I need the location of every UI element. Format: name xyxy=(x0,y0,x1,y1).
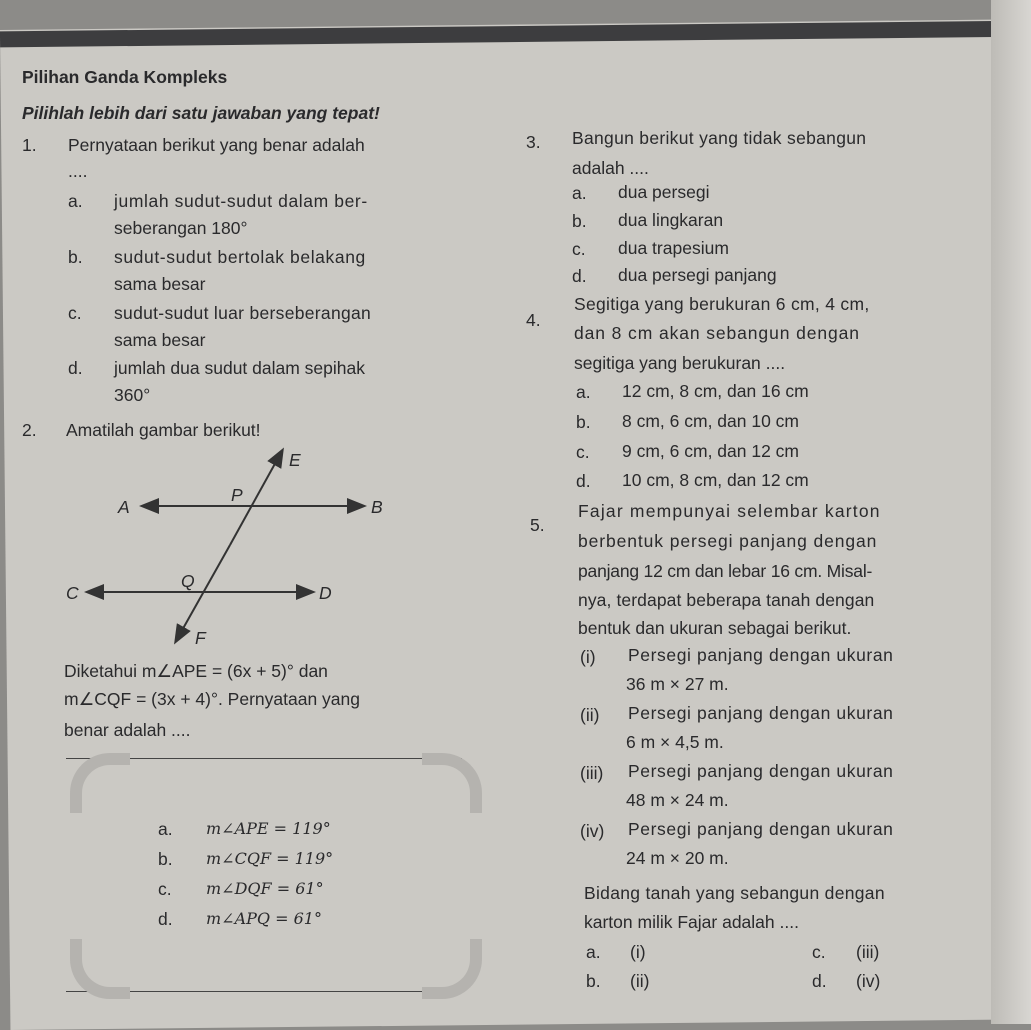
q5-item-ii-label: (ii) xyxy=(580,705,600,725)
q2-number: 2. xyxy=(22,420,37,440)
q5-stem-line: bentuk dan ukuran sebagai berikut. xyxy=(578,618,852,638)
q4-option-c[interactable]: 9 cm, 6 cm, dan 12 cm xyxy=(622,441,800,461)
q1-option-b-cont: sama besar xyxy=(114,274,206,294)
q5-option-b-letter: b. xyxy=(586,971,601,991)
q5-item-i-size: 36 m × 27 m. xyxy=(626,674,729,694)
label-p: P xyxy=(231,485,243,505)
q1-option-d[interactable]: jumlah dua sudut dalam sepihak xyxy=(114,358,365,378)
q5-option-a-letter: a. xyxy=(586,942,601,962)
q2-option-d[interactable]: m∠APQ = 61° xyxy=(206,909,322,928)
q3-option-c-letter: c. xyxy=(572,239,586,259)
q1-option-c-letter: c. xyxy=(68,303,82,323)
q1-option-d-cont: 360° xyxy=(114,385,151,405)
q1-option-a-cont: seberangan 180° xyxy=(114,218,248,238)
q3-option-c[interactable]: dua trapesium xyxy=(618,238,729,258)
q1-number: 1. xyxy=(22,135,37,155)
q1-stem-cont: .... xyxy=(68,161,88,181)
q1-option-d-letter: d. xyxy=(68,358,83,378)
q5-item-iv-size: 24 m × 20 m. xyxy=(626,848,729,868)
label-f: F xyxy=(195,628,206,648)
q4-option-b[interactable]: 8 cm, 6 cm, dan 10 cm xyxy=(622,411,800,431)
instruction: Pilihlah lebih dari satu jawaban yang tepat! xyxy=(22,103,380,123)
q1-option-a[interactable]: jumlah sudut-sudut dalam ber- xyxy=(114,191,368,211)
q4-option-a[interactable]: 12 cm, 8 cm, dan 16 cm xyxy=(622,381,809,401)
q5-item-i: Persegi panjang dengan ukuran xyxy=(628,645,894,665)
q5-item-iii-size: 48 m × 24 m. xyxy=(626,790,729,810)
q2-option-b[interactable]: m∠CQF = 119° xyxy=(206,849,334,868)
photo-corner-tl xyxy=(70,753,130,813)
q4-stem-cont-2: segitiga yang berukuran .... xyxy=(574,353,786,373)
q1-stem: Pernyataan berikut yang benar adalah xyxy=(68,135,365,155)
q2-given-1: Diketahui m∠APE = (6x + 5)° dan xyxy=(64,661,328,681)
photo-corner-bl xyxy=(70,939,130,999)
label-b: B xyxy=(371,497,383,517)
q2-options-box xyxy=(66,758,462,992)
q2-option-c-letter: c. xyxy=(158,879,172,899)
label-d: D xyxy=(319,583,332,603)
q2-stem: Amatilah gambar berikut! xyxy=(66,420,261,440)
q5-stem-line: berbentuk persegi panjang dengan xyxy=(578,531,878,551)
q2-given-3: benar adalah .... xyxy=(64,720,191,740)
label-c: C xyxy=(66,583,79,603)
q3-option-b-letter: b. xyxy=(572,211,587,231)
q3-number: 3. xyxy=(526,132,541,152)
q5-option-c-letter: c. xyxy=(812,942,826,962)
label-e: E xyxy=(289,450,301,470)
q5-number: 5. xyxy=(530,515,545,535)
q3-option-b[interactable]: dua lingkaran xyxy=(618,210,724,230)
q5-stem-line: nya, terdapat beberapa tanah dengan xyxy=(578,590,875,610)
q4-number: 4. xyxy=(526,310,541,330)
q5-item-i-label: (i) xyxy=(580,647,596,667)
q5-option-a[interactable]: (i) xyxy=(630,942,646,962)
q5-item-iii: Persegi panjang dengan ukuran xyxy=(628,761,894,781)
q5-stem-line: panjang 12 cm dan lebar 16 cm. Misal- xyxy=(578,561,873,581)
q5-option-b[interactable]: (ii) xyxy=(630,971,650,991)
q2-given-2: m∠CQF = (3x + 4)°. Pernyataan yang xyxy=(64,689,361,709)
q3-stem: Bangun berikut yang tidak sebangun xyxy=(572,128,867,148)
q5-stem-line: Fajar mempunyai selembar karton xyxy=(578,501,881,521)
q4-stem: Segitiga yang berukuran 6 cm, 4 cm, xyxy=(574,294,870,314)
q4-option-b-letter: b. xyxy=(576,412,591,432)
section-title: Pilihan Ganda Kompleks xyxy=(22,67,228,87)
label-a: A xyxy=(118,497,130,517)
q5-item-ii: Persegi panjang dengan ukuran xyxy=(628,703,894,723)
q2-option-b-letter: b. xyxy=(158,849,173,869)
q3-stem-cont: adalah .... xyxy=(572,158,649,178)
q5-item-iv-label: (iv) xyxy=(580,821,605,841)
q1-option-b-letter: b. xyxy=(68,247,83,267)
q5-item-iv: Persegi panjang dengan ukuran xyxy=(628,819,894,839)
q1-option-b[interactable]: sudut-sudut bertolak belakang xyxy=(114,247,366,267)
q2-option-a-letter: a. xyxy=(158,819,173,839)
q2-option-d-letter: d. xyxy=(158,909,173,929)
q4-stem-cont: dan 8 cm akan sebangun dengan xyxy=(574,323,860,343)
q5-item-iii-label: (iii) xyxy=(580,763,604,783)
q1-option-c-cont: sama besar xyxy=(114,330,206,350)
q3-option-d[interactable]: dua persegi panjang xyxy=(618,265,777,285)
q5-option-c[interactable]: (iii) xyxy=(856,942,880,962)
q5-item-ii-size: 6 m × 4,5 m. xyxy=(626,732,724,752)
q4-option-a-letter: a. xyxy=(576,382,591,402)
q4-option-d-letter: d. xyxy=(576,471,591,491)
q3-option-a[interactable]: dua persegi xyxy=(618,182,710,202)
q5-question: Bidang tanah yang sebangun dengan xyxy=(584,883,885,903)
q1-option-a-letter: a. xyxy=(68,191,83,211)
q4-option-c-letter: c. xyxy=(576,442,590,462)
q3-option-a-letter: a. xyxy=(572,183,587,203)
q2-option-a[interactable]: m∠APE = 119° xyxy=(206,819,331,838)
q1-option-c[interactable]: sudut-sudut luar berseberangan xyxy=(114,303,372,323)
q5-option-d[interactable]: (iv) xyxy=(856,971,881,991)
q3-option-d-letter: d. xyxy=(572,266,587,286)
q2-option-c[interactable]: m∠DQF = 61° xyxy=(206,879,324,898)
q4-option-d[interactable]: 10 cm, 8 cm, dan 12 cm xyxy=(622,470,809,490)
q5-option-d-letter: d. xyxy=(812,971,827,991)
label-q: Q xyxy=(181,571,195,591)
q5-question-cont: karton milik Fajar adalah .... xyxy=(584,912,799,932)
